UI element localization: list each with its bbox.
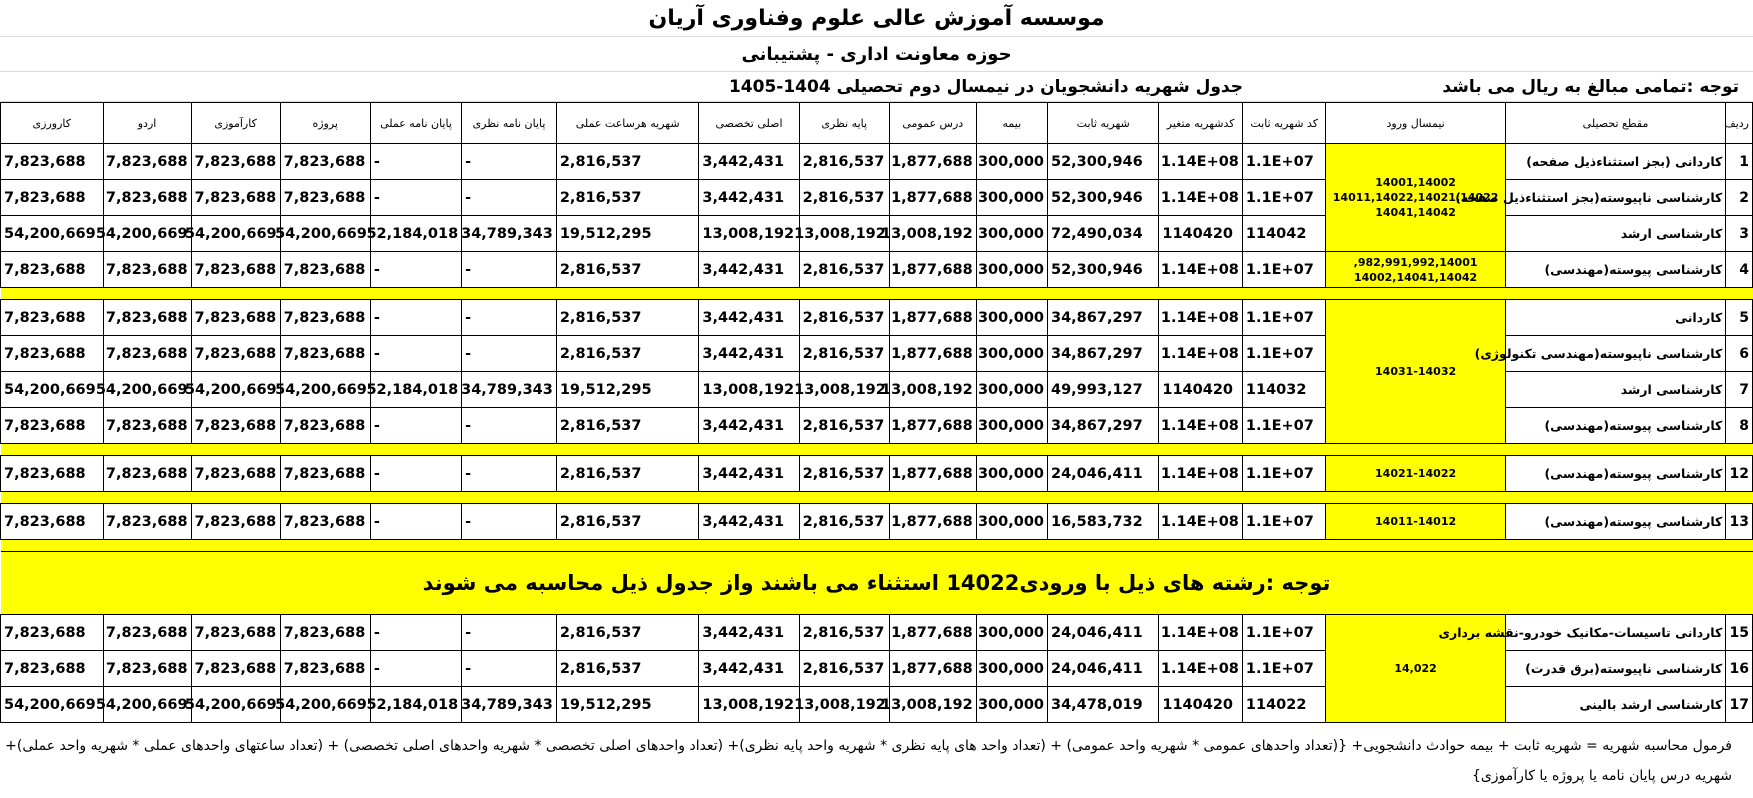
major-cell: 13,008,192 [699, 216, 799, 252]
project-cell: 7,823,688 [280, 456, 370, 492]
internship-cell: 54,200,669 [1, 687, 104, 723]
thesis-theory-cell: 34,789,343 [462, 687, 557, 723]
tuition-formula: فرمول محاسبه شهریه = شهریه ثابت + بیمه حوادث دانشجویی+ {(تعداد واحدهای عمومی * شهریه واحد عمومی) + (تعداد واحد های پایه نظری * شهریه واحد پایه نظری)+ (تعداد واحدهای اصلی تخصصی * شهریه واحدهای اصلی تخصصی) + (تعداد ساعتهای واحدهای عملی * شهریه واحد عملی)+ شهریه درس پایان نامه یا پروژه یا کارآموزی} [5, 738, 1732, 784]
col-header-thesis-practical: پایان نامه عملی [370, 103, 461, 144]
practical-hour-cell: 2,816,537 [556, 408, 699, 444]
thesis-theory-cell: - [462, 408, 557, 444]
header-row [1, 103, 1753, 144]
row-index: 3 [1726, 216, 1753, 252]
col-header-practical-hour: شهریه هرساعت عملی [556, 103, 699, 144]
training-cell: 7,823,688 [191, 408, 280, 444]
general-course-cell: 1,877,688 [889, 615, 976, 651]
camp-cell: 54,200,669 [103, 372, 191, 408]
insurance-cell: 300,000 [976, 216, 1047, 252]
table-row [1, 615, 1753, 651]
row-index: 13 [1726, 504, 1753, 540]
major-cell: 13,008,192 [699, 687, 799, 723]
col-header-level: مقطع تحصیلی [1505, 103, 1726, 144]
training-cell: 7,823,688 [191, 252, 280, 288]
practical-hour-cell: 2,816,537 [556, 300, 699, 336]
training-cell: 7,823,688 [191, 651, 280, 687]
level-cell: کاردانی تاسیسات-مکانیک خودرو-نقشه برداری [1505, 615, 1726, 651]
general-course-cell: 1,877,688 [889, 504, 976, 540]
tuition-table [0, 102, 1753, 723]
training-cell: 54,200,669 [191, 372, 280, 408]
table-body [1, 144, 1753, 723]
level-cell: کارشناسی ناپیوسته(مهندسی تکنولوژی) [1505, 336, 1726, 372]
level-cell: کاردانی (بجز استثناءذیل صفحه) [1505, 144, 1726, 180]
thesis-theory-cell: - [462, 615, 557, 651]
fixed-code-cell: 114032 [1242, 372, 1326, 408]
row-index: 17 [1726, 687, 1753, 723]
entry-term-cell: 14011-14012 [1326, 504, 1505, 540]
thesis-theory-cell: - [462, 651, 557, 687]
thesis-practical-cell: - [370, 615, 461, 651]
variable-code-cell: 1.14E+08 [1159, 180, 1243, 216]
col-header-project: پروژه [280, 103, 370, 144]
internship-cell: 7,823,688 [1, 504, 104, 540]
internship-cell: 7,823,688 [1, 408, 104, 444]
separator-cell [1, 288, 1753, 300]
thesis-practical-cell: - [370, 300, 461, 336]
general-course-cell: 1,877,688 [889, 408, 976, 444]
practical-hour-cell: 2,816,537 [556, 615, 699, 651]
practical-hour-cell: 2,816,537 [556, 144, 699, 180]
insurance-cell: 300,000 [976, 456, 1047, 492]
table-row [1, 252, 1753, 288]
col-header-variable-code: کدشهریه متغیر [1159, 103, 1243, 144]
table-row [1, 504, 1753, 540]
entry-term-cell: 14031-14032 [1326, 300, 1505, 444]
variable-code-cell: 1.14E+08 [1159, 408, 1243, 444]
department-title: حوزه معاونت اداری - پشتیبانی [0, 37, 1753, 72]
variable-code-cell: 1140420 [1159, 687, 1243, 723]
training-cell: 7,823,688 [191, 336, 280, 372]
thesis-practical-cell: - [370, 336, 461, 372]
thesis-theory-cell: - [462, 504, 557, 540]
row-index: 12 [1726, 456, 1753, 492]
thesis-practical-cell: - [370, 456, 461, 492]
exception-banner: توجه :رشته های ذیل با ورودی14022 استثناء می باشند واز جدول ذیل محاسبه می شوند [1, 552, 1753, 615]
internship-cell: 7,823,688 [1, 651, 104, 687]
thesis-practical-cell: - [370, 504, 461, 540]
fixed-code-cell: 114042 [1242, 216, 1326, 252]
fixed-code-cell: 1.1E+07 [1242, 456, 1326, 492]
practical-hour-cell: 2,816,537 [556, 180, 699, 216]
general-course-cell: 1,877,688 [889, 180, 976, 216]
internship-cell: 54,200,669 [1, 216, 104, 252]
separator-row [1, 540, 1753, 552]
camp-cell: 7,823,688 [103, 252, 191, 288]
camp-cell: 7,823,688 [103, 651, 191, 687]
fixed-code-cell: 1.1E+07 [1242, 252, 1326, 288]
insurance-cell: 300,000 [976, 651, 1047, 687]
table-title: جدول شهریه دانشجویان در نیمسال دوم تحصیلی 1404-1405 [728, 77, 1243, 97]
entry-term-cell: 982,991,992,14001, 14002,14041,14042 [1326, 252, 1505, 288]
fixed-tuition-cell: 24,046,411 [1048, 456, 1159, 492]
camp-cell: 7,823,688 [103, 336, 191, 372]
currency-note: توجه :تمامی مبالغ به ریال می باشد [1442, 77, 1739, 97]
variable-code-cell: 1.14E+08 [1159, 300, 1243, 336]
level-cell: کارشناسی پیوسته(مهندسی) [1505, 504, 1726, 540]
variable-code-cell: 1.14E+08 [1159, 144, 1243, 180]
fixed-code-cell: 1.1E+07 [1242, 651, 1326, 687]
internship-cell: 7,823,688 [1, 615, 104, 651]
separator-row [1, 288, 1753, 300]
insurance-cell: 300,000 [976, 144, 1047, 180]
row-index: 16 [1726, 651, 1753, 687]
training-cell: 7,823,688 [191, 456, 280, 492]
project-cell: 7,823,688 [280, 300, 370, 336]
project-cell: 7,823,688 [280, 408, 370, 444]
major-cell: 3,442,431 [699, 300, 799, 336]
major-cell: 3,442,431 [699, 180, 799, 216]
separator-cell [1, 492, 1753, 504]
camp-cell: 7,823,688 [103, 504, 191, 540]
fixed-tuition-cell: 52,300,946 [1048, 252, 1159, 288]
thesis-practical-cell: - [370, 180, 461, 216]
row-index: 1 [1726, 144, 1753, 180]
general-course-cell: 1,877,688 [889, 651, 976, 687]
internship-cell: 7,823,688 [1, 144, 104, 180]
thesis-practical-cell: 52,184,018 [370, 216, 461, 252]
insurance-cell: 300,000 [976, 687, 1047, 723]
fixed-code-cell: 1.1E+07 [1242, 180, 1326, 216]
col-header-row-index: ردیف [1726, 103, 1753, 144]
level-cell: کارشناسی ارشد [1505, 216, 1726, 252]
col-header-major: اصلی تخصصی [699, 103, 799, 144]
fixed-code-cell: 1.1E+07 [1242, 336, 1326, 372]
basic-theory-cell: 13,008,192 [799, 372, 889, 408]
general-course-cell: 1,877,688 [889, 300, 976, 336]
variable-code-cell: 1140420 [1159, 372, 1243, 408]
level-cell: کارشناسی پیوسته(مهندسی) [1505, 456, 1726, 492]
thesis-practical-cell: - [370, 144, 461, 180]
training-cell: 7,823,688 [191, 504, 280, 540]
internship-cell: 7,823,688 [1, 336, 104, 372]
fixed-tuition-cell: 24,046,411 [1048, 651, 1159, 687]
entry-term-cell: 14,022 [1326, 615, 1505, 723]
basic-theory-cell: 2,816,537 [799, 651, 889, 687]
entry-term-cell: 14001,14002 14011,14022,14021,14022 14041,14042 [1326, 144, 1505, 252]
general-course-cell: 1,877,688 [889, 456, 976, 492]
row-index: 6 [1726, 336, 1753, 372]
thesis-theory-cell: 34,789,343 [462, 216, 557, 252]
general-course-cell: 1,877,688 [889, 144, 976, 180]
training-cell: 54,200,669 [191, 687, 280, 723]
project-cell: 7,823,688 [280, 252, 370, 288]
variable-code-cell: 1140420 [1159, 216, 1243, 252]
insurance-cell: 300,000 [976, 180, 1047, 216]
camp-cell: 54,200,669 [103, 216, 191, 252]
thesis-practical-cell: - [370, 252, 461, 288]
variable-code-cell: 1.14E+08 [1159, 456, 1243, 492]
col-header-fixed-tuition: شهریه ثابت [1048, 103, 1159, 144]
row-index: 4 [1726, 252, 1753, 288]
basic-theory-cell: 2,816,537 [799, 456, 889, 492]
variable-code-cell: 1.14E+08 [1159, 615, 1243, 651]
general-course-cell: 13,008,192 [889, 216, 976, 252]
internship-cell: 7,823,688 [1, 300, 104, 336]
insurance-cell: 300,000 [976, 372, 1047, 408]
fixed-tuition-cell: 49,993,127 [1048, 372, 1159, 408]
row-index: 8 [1726, 408, 1753, 444]
internship-cell: 7,823,688 [1, 180, 104, 216]
thesis-theory-cell: 34,789,343 [462, 372, 557, 408]
level-cell: کارشناسی پیوسته(مهندسی) [1505, 408, 1726, 444]
variable-code-cell: 1.14E+08 [1159, 504, 1243, 540]
level-cell: کارشناسی ارشد [1505, 372, 1726, 408]
fixed-code-cell: 1.1E+07 [1242, 300, 1326, 336]
fixed-tuition-cell: 34,867,297 [1048, 300, 1159, 336]
major-cell: 13,008,192 [699, 372, 799, 408]
camp-cell: 7,823,688 [103, 144, 191, 180]
entry-term-cell: 14021-14022 [1326, 456, 1505, 492]
fixed-tuition-cell: 34,478,019 [1048, 687, 1159, 723]
exception-banner-row [1, 552, 1753, 615]
basic-theory-cell: 2,816,537 [799, 300, 889, 336]
major-cell: 3,442,431 [699, 252, 799, 288]
major-cell: 3,442,431 [699, 615, 799, 651]
project-cell: 7,823,688 [280, 651, 370, 687]
project-cell: 7,823,688 [280, 504, 370, 540]
table-row [1, 300, 1753, 336]
general-course-cell: 1,877,688 [889, 252, 976, 288]
training-cell: 7,823,688 [191, 180, 280, 216]
internship-cell: 7,823,688 [1, 252, 104, 288]
basic-theory-cell: 13,008,192 [799, 687, 889, 723]
fixed-code-cell: 114022 [1242, 687, 1326, 723]
camp-cell: 7,823,688 [103, 456, 191, 492]
thesis-theory-cell: - [462, 252, 557, 288]
separator-cell [1, 444, 1753, 456]
level-cell: کاردانی [1505, 300, 1726, 336]
project-cell: 7,823,688 [280, 180, 370, 216]
project-cell: 54,200,669 [280, 687, 370, 723]
camp-cell: 7,823,688 [103, 408, 191, 444]
general-course-cell: 1,877,688 [889, 336, 976, 372]
training-cell: 7,823,688 [191, 300, 280, 336]
practical-hour-cell: 2,816,537 [556, 651, 699, 687]
general-course-cell: 13,008,192 [889, 372, 976, 408]
level-cell: کارشناسی پیوسته(مهندسی) [1505, 252, 1726, 288]
variable-code-cell: 1.14E+08 [1159, 651, 1243, 687]
thesis-practical-cell: 52,184,018 [370, 687, 461, 723]
fixed-tuition-cell: 72,490,034 [1048, 216, 1159, 252]
basic-theory-cell: 2,816,537 [799, 615, 889, 651]
table-row [1, 144, 1753, 180]
training-cell: 54,200,669 [191, 216, 280, 252]
fixed-tuition-cell: 34,867,297 [1048, 408, 1159, 444]
level-cell: کارشناسی ارشد بالینی [1505, 687, 1726, 723]
col-header-basic-theory: پایه نظری [799, 103, 889, 144]
basic-theory-cell: 2,816,537 [799, 144, 889, 180]
basic-theory-cell: 2,816,537 [799, 408, 889, 444]
insurance-cell: 300,000 [976, 336, 1047, 372]
separator-cell [1, 540, 1753, 552]
basic-theory-cell: 2,816,537 [799, 504, 889, 540]
level-cell: کارشناسی ناپیوسته(بجز استثناءذیل صفحه) [1505, 180, 1726, 216]
insurance-cell: 300,000 [976, 252, 1047, 288]
insurance-cell: 300,000 [976, 300, 1047, 336]
col-header-thesis-theory: پایان نامه نظری [462, 103, 557, 144]
thesis-theory-cell: - [462, 456, 557, 492]
insurance-cell: 300,000 [976, 615, 1047, 651]
col-header-training: کارآموزی [191, 103, 280, 144]
practical-hour-cell: 2,816,537 [556, 504, 699, 540]
internship-cell: 54,200,669 [1, 372, 104, 408]
internship-cell: 7,823,688 [1, 456, 104, 492]
thesis-theory-cell: - [462, 144, 557, 180]
col-header-internship: کارورزی [1, 103, 104, 144]
major-cell: 3,442,431 [699, 456, 799, 492]
thesis-theory-cell: - [462, 180, 557, 216]
practical-hour-cell: 19,512,295 [556, 372, 699, 408]
separator-row [1, 444, 1753, 456]
practical-hour-cell: 2,816,537 [556, 252, 699, 288]
fixed-tuition-cell: 24,046,411 [1048, 615, 1159, 651]
practical-hour-cell: 19,512,295 [556, 216, 699, 252]
thesis-practical-cell: - [370, 408, 461, 444]
training-cell: 7,823,688 [191, 144, 280, 180]
thesis-theory-cell: - [462, 336, 557, 372]
project-cell: 7,823,688 [280, 144, 370, 180]
thesis-practical-cell: - [370, 651, 461, 687]
project-cell: 54,200,669 [280, 372, 370, 408]
training-cell: 7,823,688 [191, 615, 280, 651]
level-cell: کارشناسی ناپیوسته(برق قدرت) [1505, 651, 1726, 687]
col-header-fixed-code: کد شهریه ثابت [1242, 103, 1326, 144]
fixed-code-cell: 1.1E+07 [1242, 615, 1326, 651]
col-header-camp: اردو [103, 103, 191, 144]
fixed-tuition-cell: 52,300,946 [1048, 144, 1159, 180]
title-row [0, 72, 1753, 102]
basic-theory-cell: 2,816,537 [799, 336, 889, 372]
row-index: 7 [1726, 372, 1753, 408]
row-index: 15 [1726, 615, 1753, 651]
project-cell: 54,200,669 [280, 216, 370, 252]
col-header-insurance: بیمه [976, 103, 1047, 144]
fixed-code-cell: 1.1E+07 [1242, 408, 1326, 444]
row-index: 2 [1726, 180, 1753, 216]
fixed-code-cell: 1.1E+07 [1242, 144, 1326, 180]
insurance-cell: 300,000 [976, 408, 1047, 444]
fixed-tuition-cell: 34,867,297 [1048, 336, 1159, 372]
basic-theory-cell: 2,816,537 [799, 252, 889, 288]
thesis-practical-cell: 52,184,018 [370, 372, 461, 408]
basic-theory-cell: 2,816,537 [799, 180, 889, 216]
camp-cell: 7,823,688 [103, 615, 191, 651]
project-cell: 7,823,688 [280, 336, 370, 372]
practical-hour-cell: 2,816,537 [556, 456, 699, 492]
separator-row [1, 492, 1753, 504]
fixed-tuition-cell: 16,583,732 [1048, 504, 1159, 540]
institute-title: موسسه آموزش عالی علوم وفناوری آریان [0, 0, 1753, 37]
major-cell: 3,442,431 [699, 651, 799, 687]
camp-cell: 7,823,688 [103, 180, 191, 216]
major-cell: 3,442,431 [699, 336, 799, 372]
fixed-tuition-cell: 52,300,946 [1048, 180, 1159, 216]
practical-hour-cell: 19,512,295 [556, 687, 699, 723]
general-course-cell: 13,008,192 [889, 687, 976, 723]
insurance-cell: 300,000 [976, 504, 1047, 540]
basic-theory-cell: 13,008,192 [799, 216, 889, 252]
camp-cell: 7,823,688 [103, 300, 191, 336]
col-header-general-course: درس عمومی [889, 103, 976, 144]
row-index: 5 [1726, 300, 1753, 336]
variable-code-cell: 1.14E+08 [1159, 252, 1243, 288]
variable-code-cell: 1.14E+08 [1159, 336, 1243, 372]
major-cell: 3,442,431 [699, 504, 799, 540]
project-cell: 7,823,688 [280, 615, 370, 651]
major-cell: 3,442,431 [699, 408, 799, 444]
table-row [1, 456, 1753, 492]
practical-hour-cell: 2,816,537 [556, 336, 699, 372]
fixed-code-cell: 1.1E+07 [1242, 504, 1326, 540]
major-cell: 3,442,431 [699, 144, 799, 180]
col-header-entry-term: نیمسال ورود [1326, 103, 1505, 144]
thesis-theory-cell: - [462, 300, 557, 336]
camp-cell: 54,200,669 [103, 687, 191, 723]
